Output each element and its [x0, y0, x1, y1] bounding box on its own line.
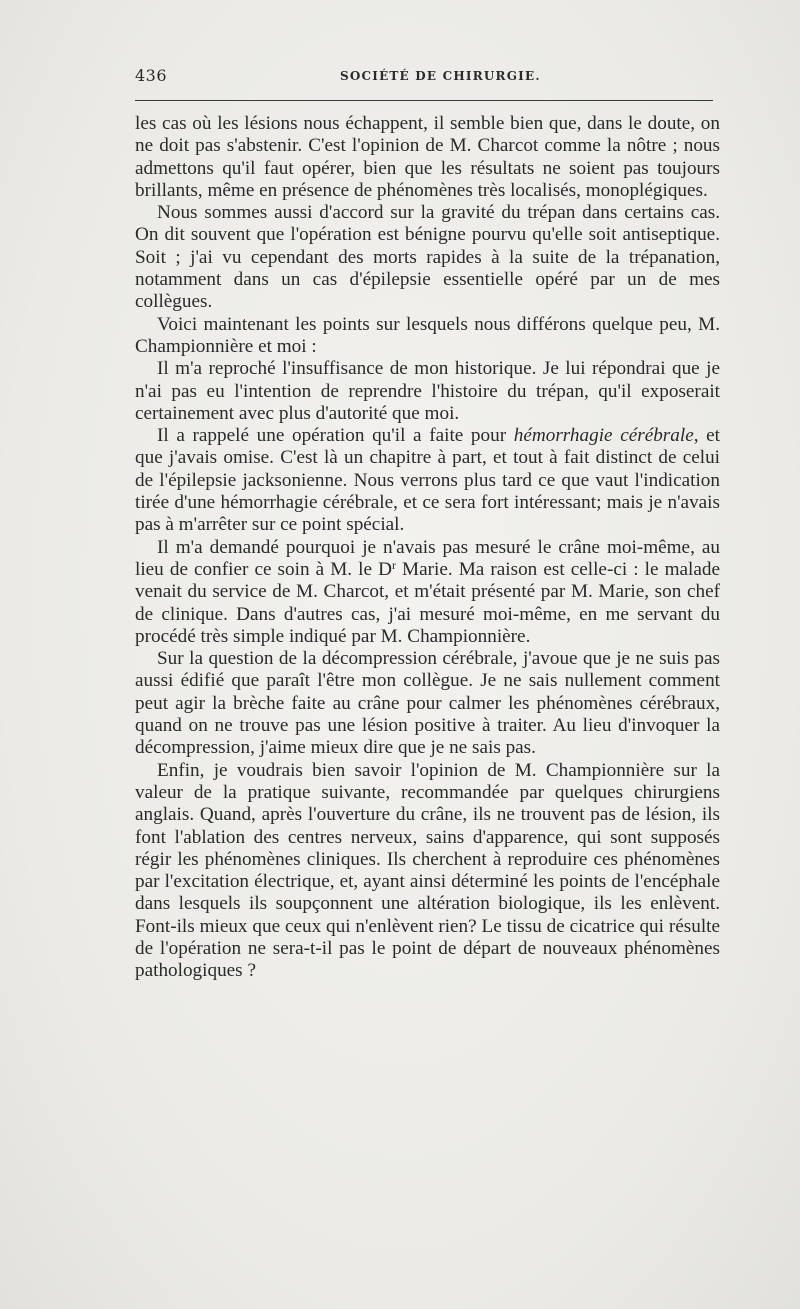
paragraph: Sur la question de la décompression cérébrale, j'avoue que je ne suis pas aussi édifié que paraît l'être mon collègue. Je ne sais nullement comment peut agir la brèche faite au crâne pour calmer les phénomènes cérébraux, quand on ne trouve pas une lésion positive à traiter. Au lieu d'invoquer la décompression, j'aime mieux dire que je ne sais pas.	[135, 648, 720, 759]
header-rule	[135, 100, 713, 101]
text-run: Marie. Ma raison est celle-ci : le malade venait du service de M. Charcot, et m'était présenté par M. Marie, son chef de clinique. Dans d'autres cas, j'ai mesuré moi-même, en me servant du procédé très simple indiqué par M. Championnière.	[135, 558, 721, 647]
paragraph	[135, 537, 720, 648]
text-run: Il a rappelé une opération qu'il a faite pour	[157, 425, 514, 447]
superscript: r	[391, 557, 396, 572]
text-run: , et que j'avais omise. C'est là un chapitre à part, et tout à fait distinct de celui de l'épilepsie jacksonienne. Nous verrons plus tard ce que vaut l'indication tirée d'une hémorrhagie cérébrale, et ce sera fort intéressant; mais je n'avais pas à m'arrêter sur ce point spécial.	[135, 425, 721, 536]
text-run: Il m'a demandé pourquoi je n'avais pas mesuré le crâne moi-même, au lieu de confier ce soin à M. le D	[135, 536, 720, 580]
italic-term: hémorrhagie cérébrale	[513, 425, 694, 447]
paragraph	[135, 425, 720, 536]
paragraph: Voici maintenant les points sur lesquels nous différons quelque peu, M. Championnière et moi :	[135, 313, 720, 357]
paragraph: Enfin, je voudrais bien savoir l'opinion de M. Championnière sur la valeur de la pratique suivante, recommandée par quelques chirurgiens anglais. Quand, après l'ouverture du crâne, ils ne trouvent pas de lésion, ils font l'ablation des centres nerveux, sains d'apparence, qui sont supposés régir les phénomènes cliniques. Ils cherchent à reproduire ces phénomènes par l'excitation électrique, et, ayant ainsi déterminé les points de l'encéphale dans lesquels ils soupçonnent une altération biologique, ils les enlèvent. Font-ils mieux que ceux qui n'enlèvent rien? Le tissu de cicatrice qui résulte de l'opération ne sera-t-il pas le point de départ de nouveaux phénomènes pathologiques ?	[135, 759, 720, 982]
paragraph: les cas où les lésions nous échappent, il semble bien que, dans le doute, on ne doit pas s'abstenir. C'est l'opinion de M. Charcot comme la nôtre ; nous admettons qu'il faut opérer, bien que les résultats ne soient pas toujours brillants, même en présence de phénomènes très localisés, monoplégiques.	[135, 113, 720, 201]
running-title: SOCIÉTÉ DE CHIRURGIE.	[340, 69, 541, 83]
page-number: 436	[135, 66, 168, 85]
paragraph: Nous sommes aussi d'accord sur la gravité du trépan dans certains cas. On dit souvent que l'opération est bénigne pourvu qu'elle soit antiseptique. Soit ; j'ai vu cependant des morts rapides à la suite de la trépanation, notamment dans un cas d'épilepsie essentielle opéré par un de mes collègues.	[135, 202, 720, 313]
paragraph: Il m'a reproché l'insuffisance de mon historique. Je lui répondrai que je n'ai pas eu l'intention de reprendre l'histoire du trépan, qu'il exposerait certainement avec plus d'autorité que moi.	[135, 358, 720, 424]
page-header	[135, 66, 725, 88]
body-text	[135, 113, 720, 983]
